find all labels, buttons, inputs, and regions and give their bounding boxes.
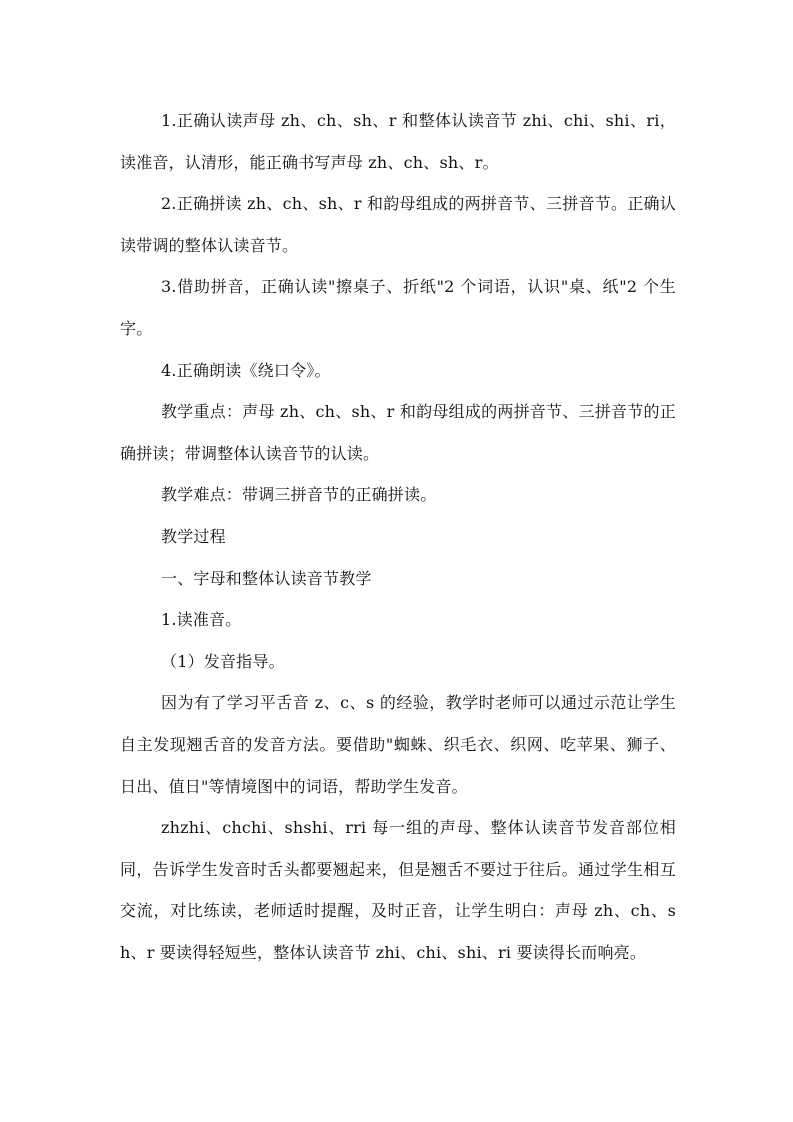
paragraph-difficulties: 教学难点：带调三拼音节的正确拼读。 xyxy=(161,485,437,505)
paragraph-objective-1: 1.正确认读声母 zh、ch、sh、r 和整体认读音节 zhi、chi、shi、ri，读准音，认清形，能正确书写声母 zh、ch、sh、r。 xyxy=(120,111,676,172)
paragraph-pronunciation-groups: zhzhi、chchi、shshi、rri 每一组的声母、整体认读音节发音部位相同，告诉学生发音时舌头都要翘起来，但是翘舌不要过于往后。通过学生相互交流，对比练读，老师适时提醒，及时正音，让学生明白：声母 zh、ch、sh、r 要读得轻短些，整体认读音节 zhi、chi、shi、ri 要读得长而响亮。 xyxy=(120,818,676,962)
paragraph-objective-4: 4.正确朗读《绕口令》。 xyxy=(161,360,331,380)
paragraph-objective-3: 3.借助拼音，正确认读"擦桌子、折纸"2 个词语，认识"桌、纸"2 个生字。 xyxy=(120,277,676,338)
subheading-read-sounds: 1.读准音。 xyxy=(161,610,242,630)
section-heading-process: 教学过程 xyxy=(161,526,226,546)
paragraph-pronunciation-method: 因为有了学习平舌音 z、c、s 的经验，教学时老师可以通过示范让学生自主发现翘舌音的发音方法。要借助"蜘蛛、织毛衣、织网、吃苹果、狮子、日出、值日"等情境图中的词语，帮助学生发音。 xyxy=(120,693,676,796)
section-heading-part-1: 一、字母和整体认读音节教学 xyxy=(161,568,372,588)
document-body xyxy=(120,100,676,973)
paragraph-objective-2: 2.正确拼读 zh、ch、sh、r 和韵母组成的两拼音节、三拼音节。正确认读带调的整体认读音节。 xyxy=(120,194,676,255)
subheading-pronunciation: （1）发音指导。 xyxy=(161,651,285,671)
paragraph-key-points: 教学重点：声母 zh、ch、sh、r 和韵母组成的两拼音节、三拼音节的正确拼读；带调整体认读音节的认读。 xyxy=(120,402,676,463)
